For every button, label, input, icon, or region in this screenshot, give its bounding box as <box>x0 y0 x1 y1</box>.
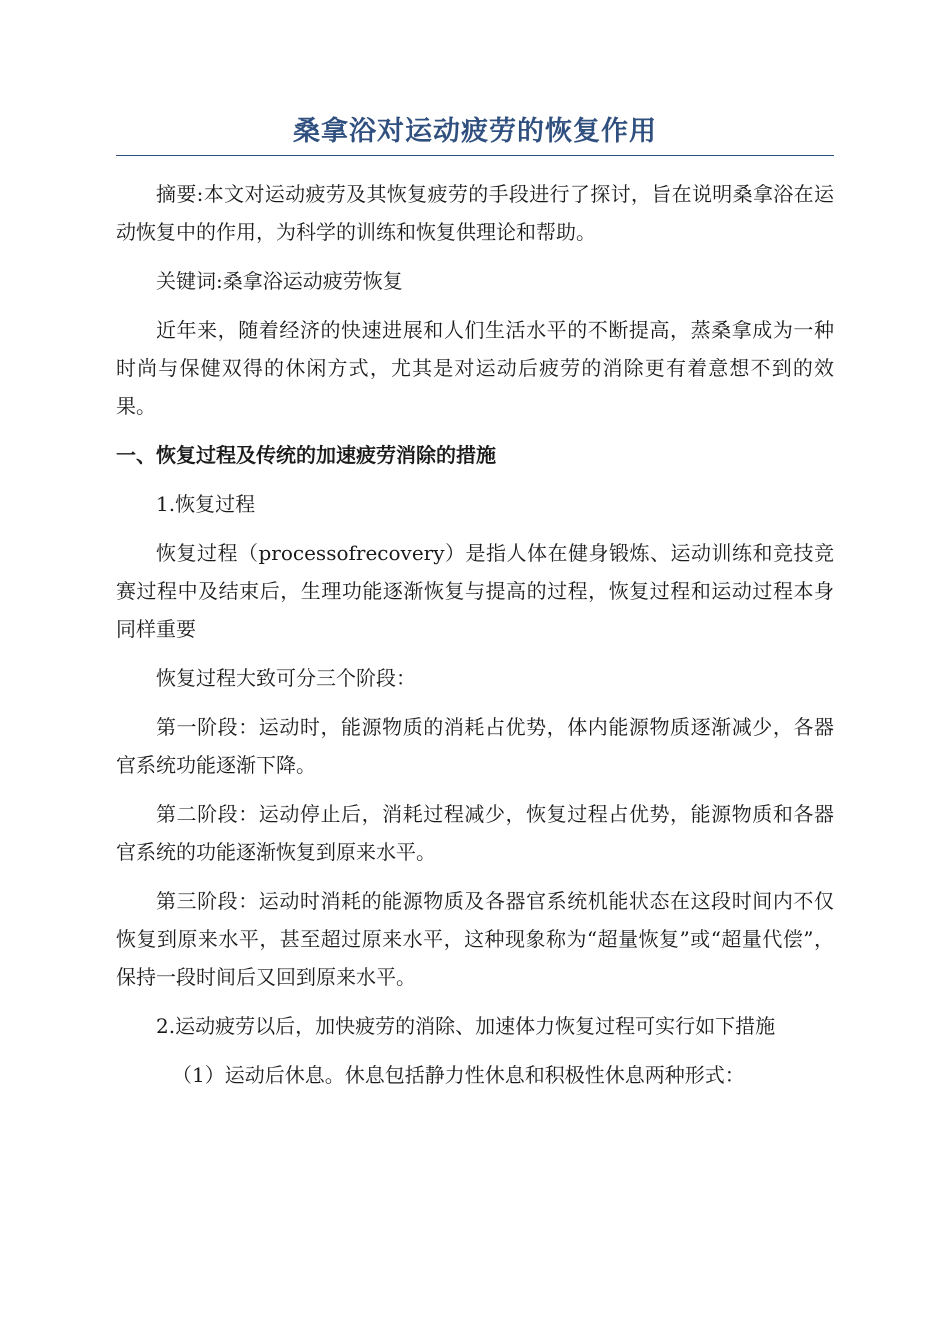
abstract-paragraph: 摘要:本文对运动疲劳及其恢复疲劳的手段进行了探讨，旨在说明桑拿浴在运动恢复中的作用，为科学的训练和恢复供理论和帮助。 <box>116 182 834 244</box>
stage-2-paragraph: 第二阶段：运动停止后，消耗过程减少，恢复过程占优势，能源物质和各器官系统的功能逐渐恢复到原来水平。 <box>116 802 834 864</box>
keywords-paragraph: 关键词:桑拿浴运动疲劳恢复 <box>156 269 403 293</box>
intro-paragraph: 近年来，随着经济的快速进展和人们生活水平的不断提高，蒸桑拿成为一种时尚与保健双得的休闲方式，尤其是对运动后疲劳的消除更有着意想不到的效果。 <box>116 318 834 418</box>
document-title: 桑拿浴对运动疲劳的恢复作用 <box>116 112 834 156</box>
stages-intro-paragraph: 恢复过程大致可分三个阶段： <box>156 666 416 690</box>
document-page <box>116 112 834 1094</box>
section-1-heading: 一、恢复过程及传统的加速疲劳消除的措施 <box>116 443 496 467</box>
stage-1-paragraph: 第一阶段：运动时，能源物质的消耗占优势，体内能源物质逐渐减少，各器官系统功能逐渐下降。 <box>116 715 834 777</box>
measure-item-1: （1）运动后休息。休息包括静力性休息和积极性休息两种形式： <box>172 1063 745 1087</box>
subsection-1-heading: 1.恢复过程 <box>156 492 256 516</box>
subsection-2-heading: 2.运动疲劳以后，加快疲劳的消除、加速体力恢复过程可实行如下措施 <box>156 1014 776 1038</box>
definition-paragraph: 恢复过程（processofrecovery）是指人体在健身锻炼、运动训练和竞技竞赛过程中及结束后，生理功能逐渐恢复与提高的过程，恢复过程和运动过程本身同样重要 <box>116 541 834 641</box>
stage-3-paragraph: 第三阶段：运动时消耗的能源物质及各器官系统机能状态在这段时间内不仅恢复到原来水平，甚至超过原来水平，这种现象称为“超量恢复”或“超量代偿”，保持一段时间后又回到原来水平。 <box>116 889 834 989</box>
